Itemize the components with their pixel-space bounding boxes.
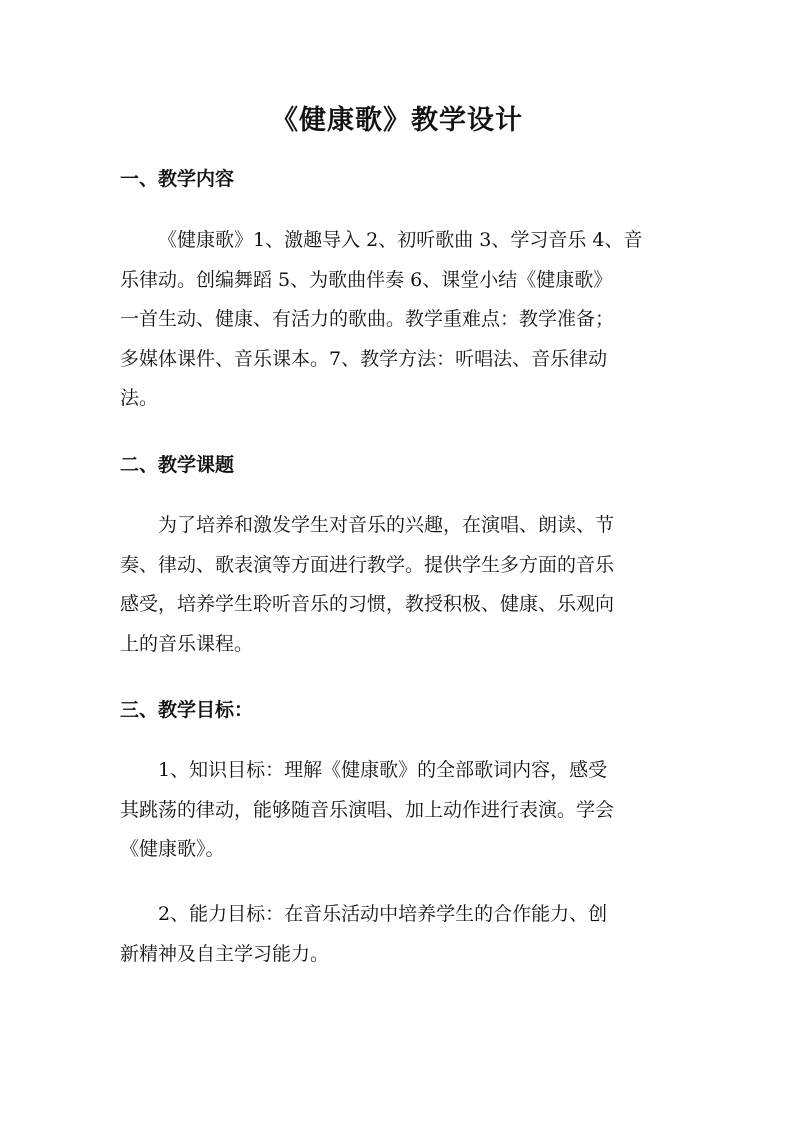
section-1-paragraph <box>120 221 680 419</box>
paragraph-line: 感受，培养学生聆听音乐的习惯，教授积极、健康、乐观向 <box>120 593 615 615</box>
paragraph-line: 法。 <box>120 387 159 409</box>
paragraph-line: 奏、律动、歌表演等方面进行教学。提供学生多方面的音乐 <box>120 553 615 576</box>
paragraph-line: 多媒体课件、音乐课本。7、教学方法：听唱法、音乐律动 <box>120 347 608 370</box>
paragraph-line: 2、能力目标：在音乐活动中培养学生的合作能力、创 <box>158 903 608 925</box>
section-heading-2: 二、教学课题 <box>120 454 235 476</box>
paragraph-line: 其跳荡的律动，能够随音乐演唱、加上动作进行表演。学会 <box>120 798 615 821</box>
objective-ability-paragraph <box>120 895 680 974</box>
section-heading-1: 一、教学内容 <box>120 168 235 190</box>
paragraph-line: 为了培养和激发学生对音乐的兴趣，在演唱、朗读、节 <box>158 514 615 536</box>
paragraph-line: 一首生动、健康、有活力的歌曲。教学重难点：教学准备； <box>120 308 615 330</box>
paragraph-line: 新精神及自主学习能力。 <box>120 942 330 965</box>
paragraph-line: 《健康歌》。 <box>120 838 225 860</box>
paragraph-line: 上的音乐课程。 <box>120 632 254 655</box>
objective-knowledge-paragraph <box>120 751 680 870</box>
section-2-paragraph <box>120 506 680 664</box>
paragraph-line: 《健康歌》1、激趣导入 2、初听歌曲 3、学习音乐 4、音 <box>158 229 643 251</box>
paragraph-line: 1、知识目标：理解《健康歌》的全部歌词内容，感受 <box>158 759 608 781</box>
document-title: 《健康歌》教学设计 <box>271 105 523 136</box>
paragraph-line: 乐律动。创编舞蹈 5、为歌曲伴奏 6、课堂小结《健康歌》 <box>120 268 613 291</box>
section-heading-3: 三、教学目标： <box>120 699 254 721</box>
